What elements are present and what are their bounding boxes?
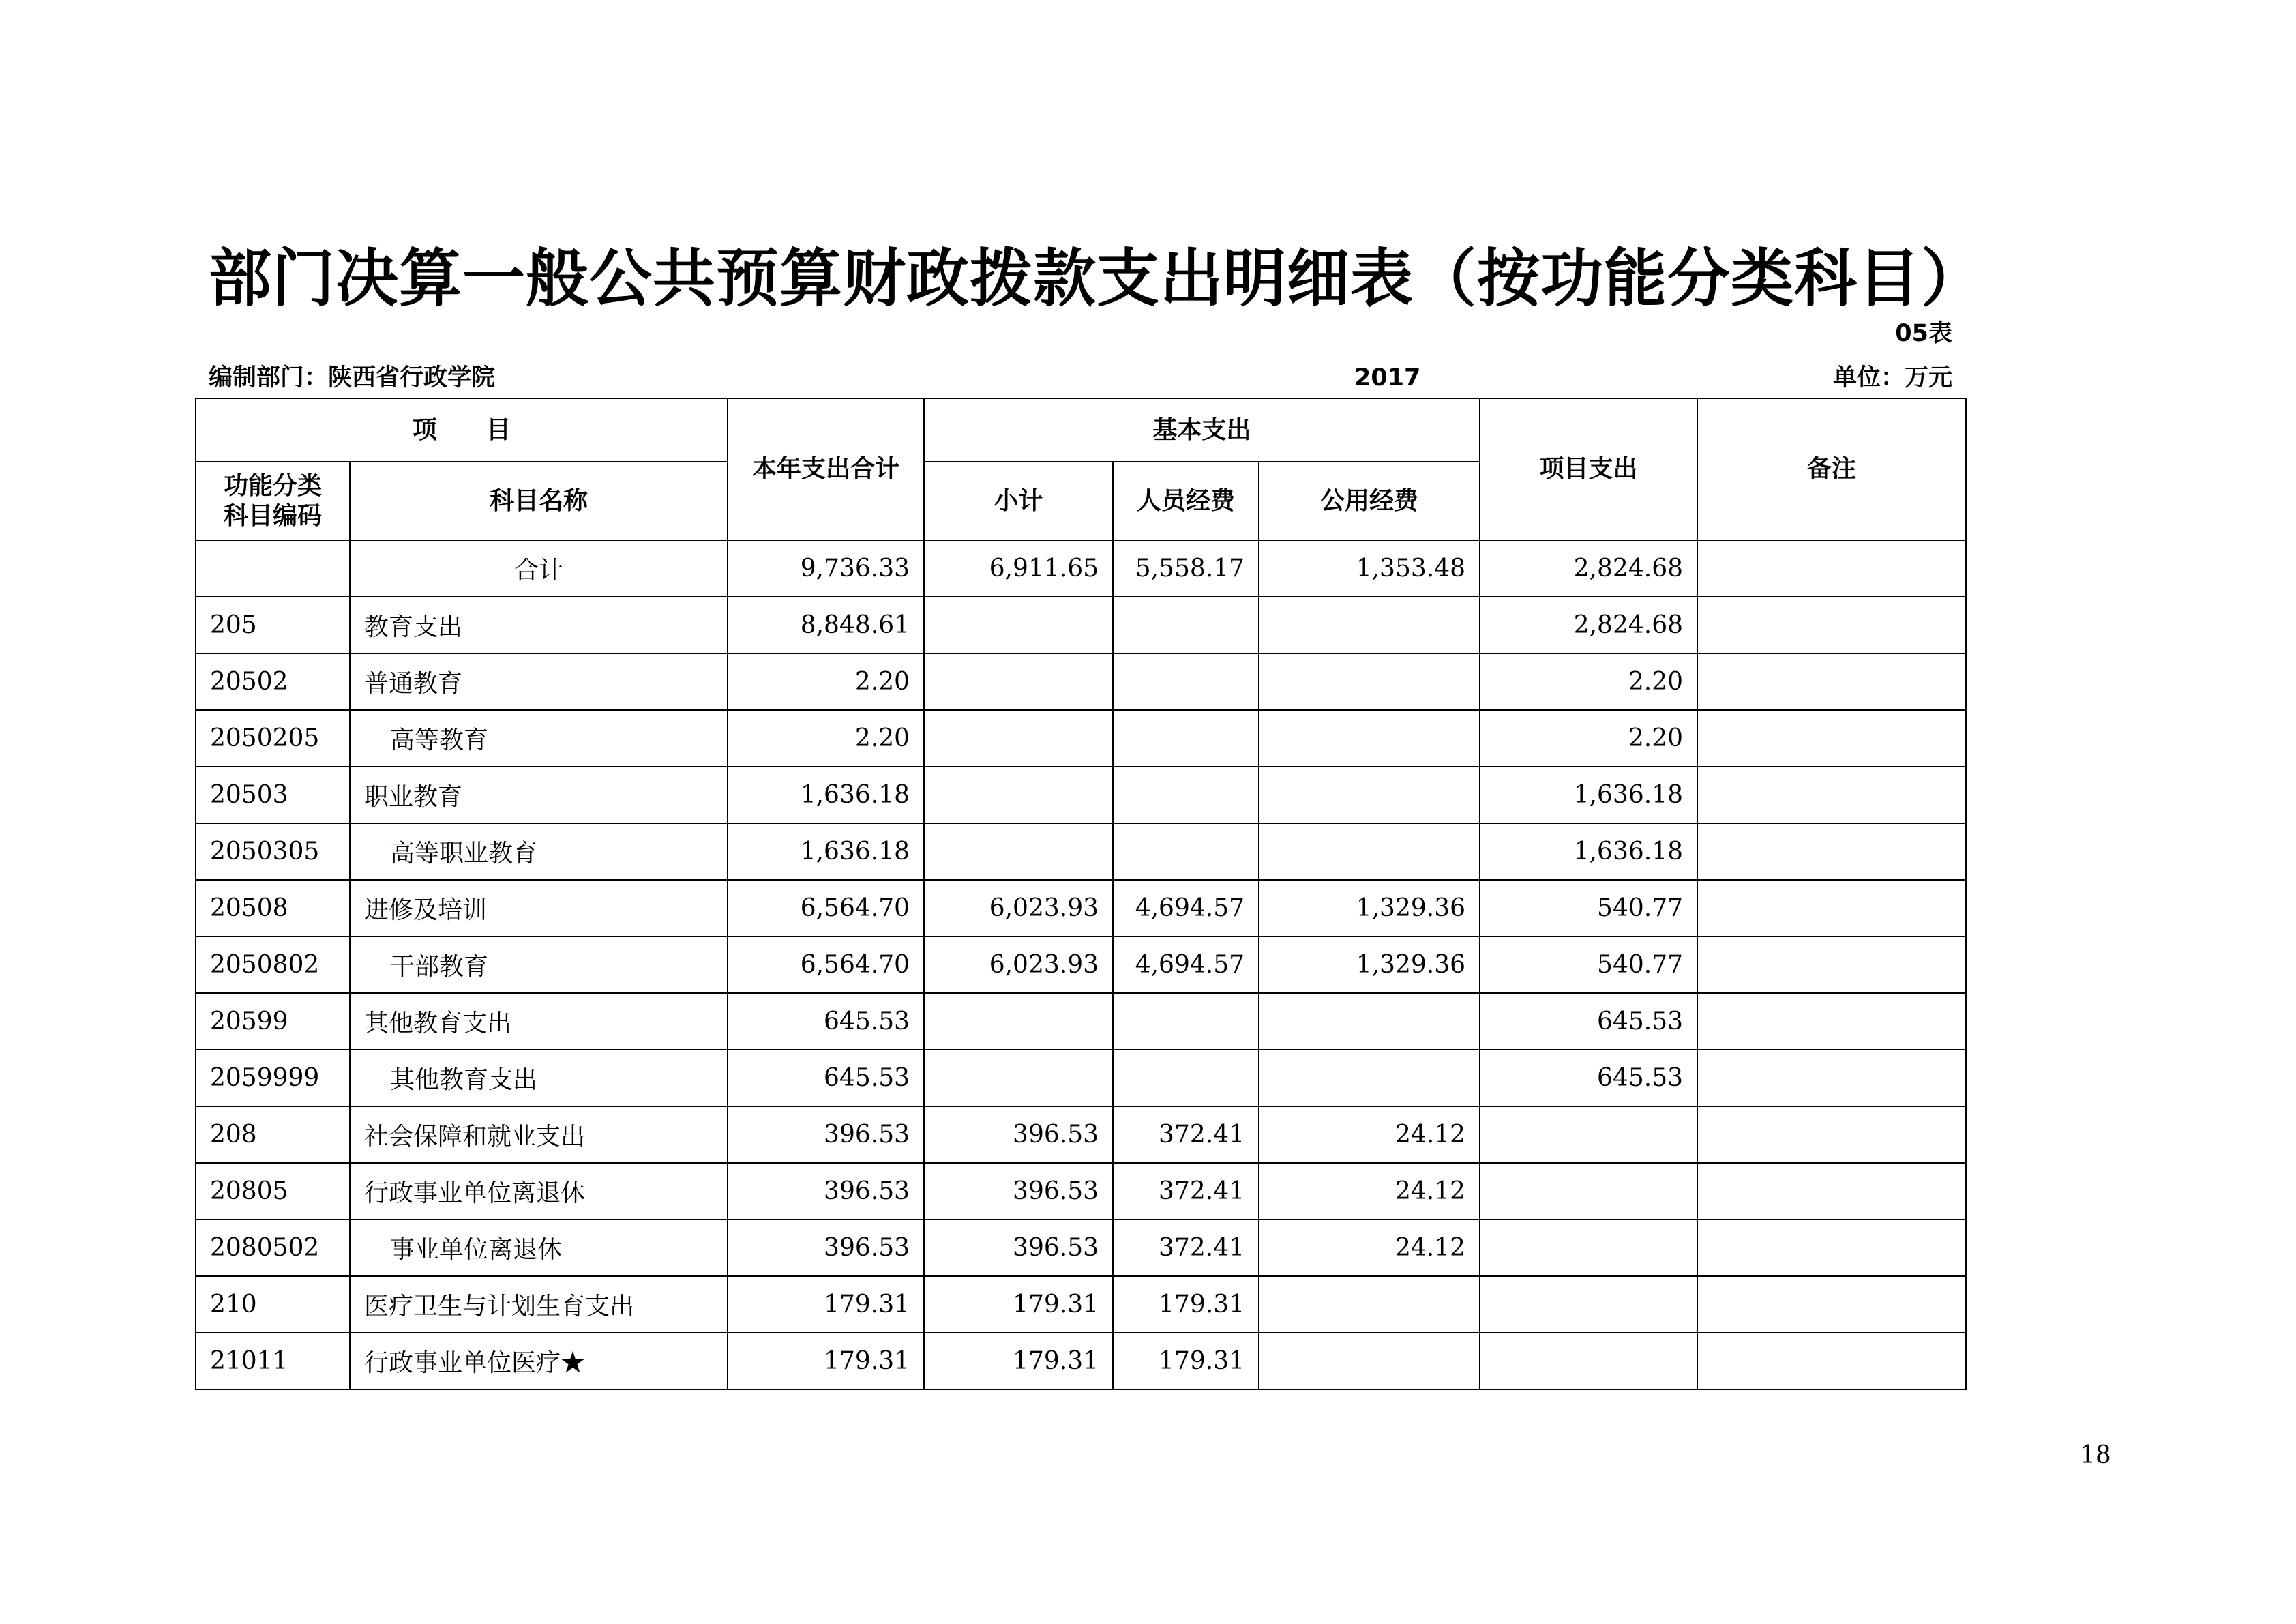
table-row	[196, 936, 1966, 993]
cell-remark	[1697, 597, 1966, 653]
table-row	[196, 823, 1966, 880]
cell-total: 1,636.18	[728, 823, 924, 880]
cell-remark	[1697, 1050, 1966, 1106]
cell-subtotal	[924, 1050, 1113, 1106]
cell-personnel: 372.41	[1113, 1163, 1259, 1220]
cell-total: 396.53	[728, 1106, 924, 1163]
cell-project	[1480, 1333, 1697, 1389]
cell-remark	[1697, 1106, 1966, 1163]
cell-code: 20502	[196, 653, 350, 710]
cell-name: 社会保障和就业支出	[350, 1106, 728, 1163]
cell-code: 2080502	[196, 1220, 350, 1276]
cell-public	[1259, 710, 1480, 767]
cell-total: 6,564.70	[728, 936, 924, 993]
cell-total: 6,564.70	[728, 880, 924, 936]
cell-code: 20805	[196, 1163, 350, 1220]
cell-subtotal: 179.31	[924, 1276, 1113, 1333]
cell-personnel	[1113, 597, 1259, 653]
cell-public: 1,329.36	[1259, 880, 1480, 936]
cell-name: 进修及培训	[350, 880, 728, 936]
header-total: 本年支出合计	[728, 398, 924, 540]
header-project: 项目支出	[1480, 398, 1697, 540]
cell-total: 645.53	[728, 1050, 924, 1106]
header-name: 科目名称	[350, 462, 728, 540]
cell-personnel	[1113, 993, 1259, 1050]
cell-project: 2.20	[1480, 710, 1697, 767]
table-row	[196, 1333, 1966, 1389]
table-row	[196, 1220, 1966, 1276]
cell-code: 20508	[196, 880, 350, 936]
cell-personnel	[1113, 767, 1259, 823]
cell-public	[1259, 1333, 1480, 1389]
cell-subtotal	[924, 710, 1113, 767]
cell-name: 其他教育支出	[350, 993, 728, 1050]
cell-total: 396.53	[728, 1220, 924, 1276]
cell-public	[1259, 1276, 1480, 1333]
cell-personnel: 179.31	[1113, 1276, 1259, 1333]
header-basic: 基本支出	[924, 398, 1480, 462]
cell-project	[1480, 1106, 1697, 1163]
cell-project: 540.77	[1480, 936, 1697, 993]
table-row	[196, 597, 1966, 653]
cell-subtotal: 179.31	[924, 1333, 1113, 1389]
cell-name: 行政事业单位医疗★	[350, 1333, 728, 1389]
table-header	[196, 398, 1966, 540]
cell-project: 2.20	[1480, 653, 1697, 710]
report-year: 2017	[1354, 364, 1421, 392]
header-subtotal: 小计	[924, 462, 1113, 540]
cell-remark	[1697, 1333, 1966, 1389]
cell-subtotal	[924, 823, 1113, 880]
cell-name: 干部教育	[350, 936, 728, 993]
cell-project: 645.53	[1480, 1050, 1697, 1106]
cell-personnel	[1113, 1050, 1259, 1106]
cell-name: 医疗卫生与计划生育支出	[350, 1276, 728, 1333]
cell-name: 职业教育	[350, 767, 728, 823]
cell-code: 20599	[196, 993, 350, 1050]
cell-total: 179.31	[728, 1333, 924, 1389]
cell-project: 2,824.68	[1480, 540, 1697, 597]
cell-project: 2,824.68	[1480, 597, 1697, 653]
table-row	[196, 993, 1966, 1050]
report-meta	[209, 361, 1952, 394]
cell-public: 1,329.36	[1259, 936, 1480, 993]
header-public: 公用经费	[1259, 462, 1480, 540]
cell-total: 2.20	[728, 710, 924, 767]
currency-unit: 单位：万元	[1832, 364, 1952, 392]
page-number: 18	[2080, 1441, 2111, 1469]
header-code: 功能分类 科目编码	[196, 462, 350, 540]
cell-subtotal: 6,911.65	[924, 540, 1113, 597]
table-row	[196, 1276, 1966, 1333]
cell-public	[1259, 823, 1480, 880]
cell-remark	[1697, 1220, 1966, 1276]
cell-name: 合计	[350, 540, 728, 597]
cell-code: 205	[196, 597, 350, 653]
table-row	[196, 710, 1966, 767]
table-row	[196, 880, 1966, 936]
cell-remark	[1697, 1163, 1966, 1220]
cell-name: 其他教育支出	[350, 1050, 728, 1106]
table-row	[196, 1163, 1966, 1220]
header-remark: 备注	[1697, 398, 1966, 540]
cell-remark	[1697, 993, 1966, 1050]
cell-subtotal: 6,023.93	[924, 880, 1113, 936]
cell-code: 2050802	[196, 936, 350, 993]
cell-public	[1259, 653, 1480, 710]
cell-project: 540.77	[1480, 880, 1697, 936]
cell-remark	[1697, 1276, 1966, 1333]
cell-public	[1259, 993, 1480, 1050]
cell-total: 2.20	[728, 653, 924, 710]
cell-code: 2050305	[196, 823, 350, 880]
cell-public: 1,353.48	[1259, 540, 1480, 597]
cell-total: 396.53	[728, 1163, 924, 1220]
cell-remark	[1697, 767, 1966, 823]
cell-public	[1259, 767, 1480, 823]
cell-personnel: 372.41	[1113, 1106, 1259, 1163]
cell-personnel	[1113, 710, 1259, 767]
cell-project: 1,636.18	[1480, 767, 1697, 823]
cell-code: 208	[196, 1106, 350, 1163]
cell-code: 21011	[196, 1333, 350, 1389]
cell-project: 645.53	[1480, 993, 1697, 1050]
compiling-department: 编制部门：陕西省行政学院	[209, 364, 496, 392]
cell-name: 高等教育	[350, 710, 728, 767]
cell-remark	[1697, 823, 1966, 880]
cell-subtotal: 6,023.93	[924, 936, 1113, 993]
cell-remark	[1697, 880, 1966, 936]
cell-name: 高等职业教育	[350, 823, 728, 880]
cell-public	[1259, 597, 1480, 653]
cell-personnel: 4,694.57	[1113, 936, 1259, 993]
table-row	[196, 1106, 1966, 1163]
cell-code: 210	[196, 1276, 350, 1333]
cell-subtotal	[924, 993, 1113, 1050]
table-row	[196, 653, 1966, 710]
cell-code: 2059999	[196, 1050, 350, 1106]
table-row	[196, 540, 1966, 597]
cell-subtotal	[924, 767, 1113, 823]
table-body	[196, 540, 1966, 1389]
table-number: 05表	[1895, 320, 1952, 347]
cell-project	[1480, 1276, 1697, 1333]
cell-remark	[1697, 936, 1966, 993]
cell-name: 行政事业单位离退休	[350, 1163, 728, 1220]
cell-personnel	[1113, 823, 1259, 880]
cell-remark	[1697, 540, 1966, 597]
cell-subtotal: 396.53	[924, 1106, 1113, 1163]
cell-personnel: 4,694.57	[1113, 880, 1259, 936]
cell-total: 1,636.18	[728, 767, 924, 823]
cell-total: 9,736.33	[728, 540, 924, 597]
cell-public: 24.12	[1259, 1106, 1480, 1163]
cell-personnel: 372.41	[1113, 1220, 1259, 1276]
cell-public	[1259, 1050, 1480, 1106]
cell-public: 24.12	[1259, 1163, 1480, 1220]
cell-total: 645.53	[728, 993, 924, 1050]
table-row	[196, 1050, 1966, 1106]
cell-name: 普通教育	[350, 653, 728, 710]
table-row	[196, 767, 1966, 823]
cell-total: 179.31	[728, 1276, 924, 1333]
cell-name: 事业单位离退休	[350, 1220, 728, 1276]
cell-project	[1480, 1163, 1697, 1220]
expenditure-table	[195, 398, 1967, 1390]
cell-project: 1,636.18	[1480, 823, 1697, 880]
cell-personnel: 179.31	[1113, 1333, 1259, 1389]
cell-remark	[1697, 710, 1966, 767]
cell-personnel: 5,558.17	[1113, 540, 1259, 597]
page-title: 部门决算一般公共预算财政拨款支出明细表（按功能分类科目）	[209, 242, 1985, 315]
cell-code	[196, 540, 350, 597]
cell-project	[1480, 1220, 1697, 1276]
cell-remark	[1697, 653, 1966, 710]
cell-code: 2050205	[196, 710, 350, 767]
cell-public: 24.12	[1259, 1220, 1480, 1276]
cell-name: 教育支出	[350, 597, 728, 653]
cell-subtotal: 396.53	[924, 1163, 1113, 1220]
cell-personnel	[1113, 653, 1259, 710]
cell-subtotal: 396.53	[924, 1220, 1113, 1276]
cell-code: 20503	[196, 767, 350, 823]
cell-subtotal	[924, 653, 1113, 710]
cell-subtotal	[924, 597, 1113, 653]
header-item: 项 目	[196, 398, 728, 462]
cell-total: 8,848.61	[728, 597, 924, 653]
header-personnel: 人员经费	[1113, 462, 1259, 540]
